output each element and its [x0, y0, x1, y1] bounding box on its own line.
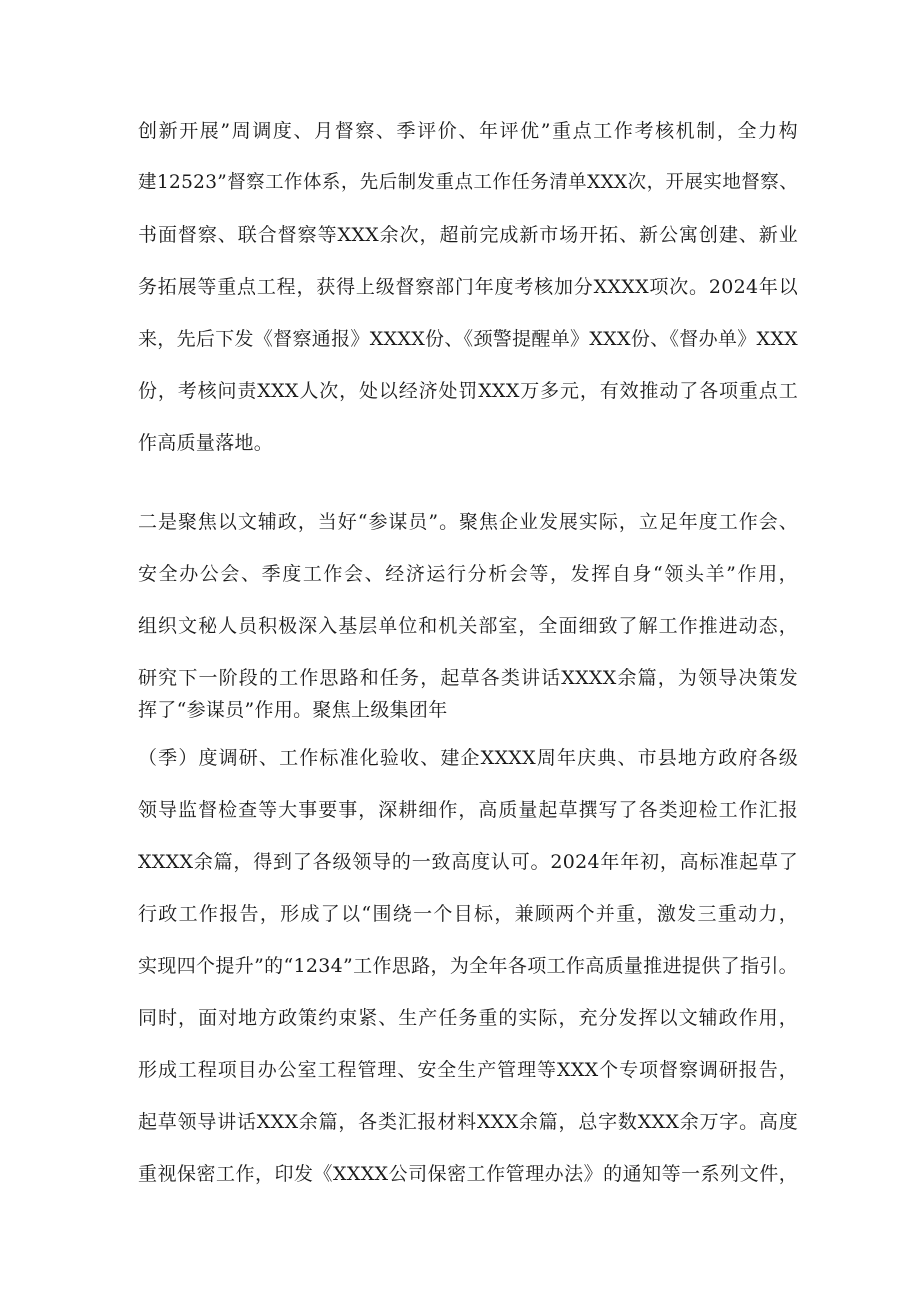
text-line: 作高质量落地。: [138, 432, 274, 454]
text-line: 份，考核问责XXX人次，处以经济处罚XXX万多元，有效推动了各项重点工: [138, 380, 798, 402]
text-line: 挥了“参谋员”作用。聚焦上级集团年: [138, 699, 448, 721]
text-line: 建12523”督察工作体系，先后制发重点工作任务清单XXX次，开展实地督察、: [138, 172, 798, 193]
text-line: 书面督察、联合督察等XXX余次，超前完成新市场开拓、新公寓创建、新业: [138, 224, 798, 246]
text-line: 同时，面对地方政策约束紧、生产任务重的实际，充分发挥以文辅政作用，: [138, 1007, 798, 1029]
text-line: 安全办公会、季度工作会、经济运行分析会等，发挥自身“领头羊”作用，: [138, 563, 798, 585]
text-line: 创新开展”周调度、月督察、季评价、年评优”重点工作考核机制，全力构: [138, 120, 798, 142]
text-line: 起草领导讲话XXX余篇，各类汇报材料XXX余篇，总字数XXX余万字。高度: [138, 1111, 798, 1133]
text-line: 研究下一阶段的工作思路和任务，起草各类讲话XXXX余篇，为领导决策发: [138, 667, 798, 689]
text-line: 组织文秘人员积极深入基层单位和机关部室，全面细致了解工作推进动态，: [138, 615, 798, 637]
text-line: 行政工作报告，形成了以“围绕一个目标，兼顾两个并重，激发三重动力，: [138, 903, 798, 925]
text-line: 实现四个提升”的“1234”工作思路，为全年各项工作高质量推进提供了指引。: [138, 955, 798, 977]
text-line: 重视保密工作，印发《XXXX公司保密工作管理办法》的通知等一系列文件，: [138, 1163, 798, 1185]
text-line: XXXX余篇，得到了各级领导的一致高度认可。2024年年初，高标准起草了: [138, 851, 798, 873]
text-line: （季）度调研、工作标准化验收、建企XXXX周年庆典、市县地方政府各级: [138, 747, 798, 769]
text-line: 务拓展等重点工程，获得上级督察部门年度考核加分XXXX项次。2024年以: [138, 276, 798, 298]
text-line: 来，先后下发《督察通报》XXXX份、《颈警提醒单》XXX份、《督办单》XXX: [138, 328, 798, 350]
text-line: 二是聚焦以文辅政，当好“参谋员”。聚焦企业发展实际，立足年度工作会、: [138, 511, 798, 533]
text-line: 领导监督检查等大事要事，深耕细作，高质量起草撰写了各类迎检工作汇报: [138, 799, 798, 821]
text-line: 形成工程项目办公室工程管理、安全生产管理等XXX个专项督察调研报告，: [138, 1059, 798, 1081]
